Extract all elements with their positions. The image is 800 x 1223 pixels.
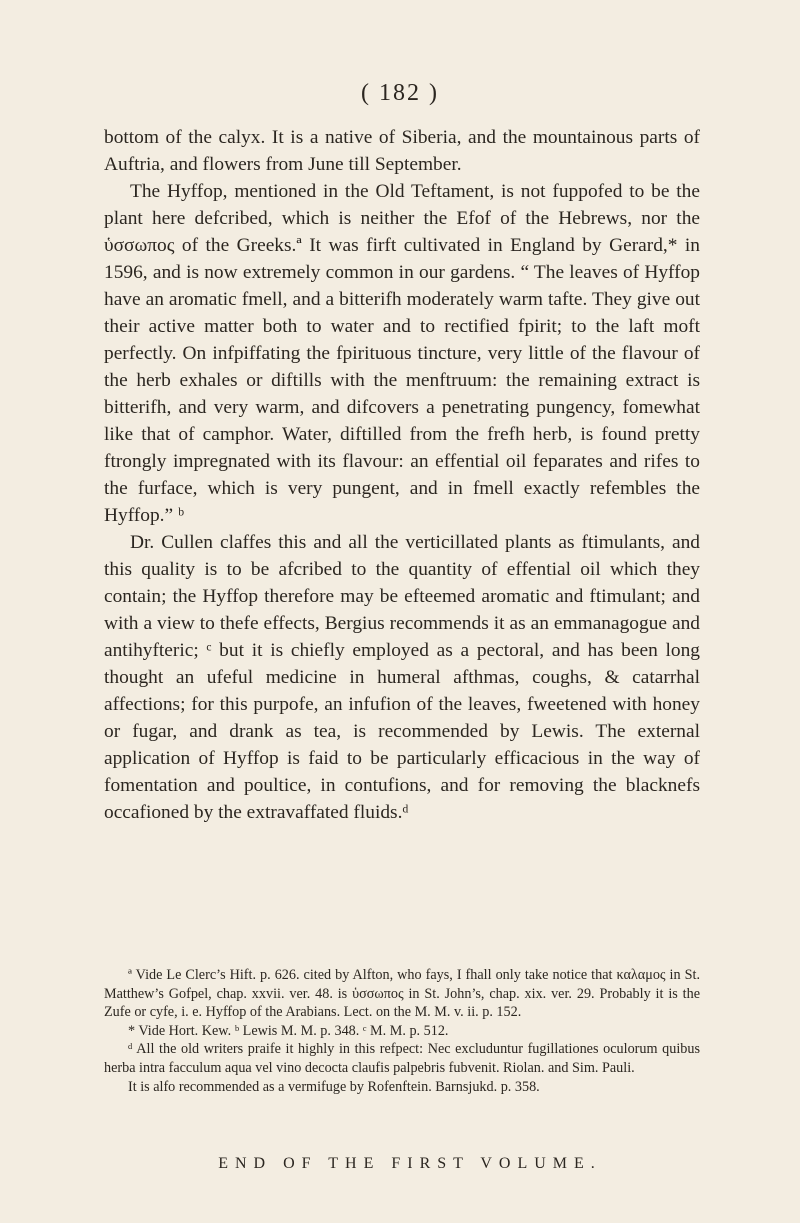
paragraph-1: bottom of the calyx. It is a native of Siberia, and the mountainous parts of Auftria, and flowers from June till September.	[104, 127, 700, 175]
page-number: ( 182 )	[361, 80, 439, 106]
footnote-vermifuge: It is alfo recommended as a vermifuge by Rofenftein. Barnsjukd. p. 358.	[128, 1078, 540, 1095]
main-text	[104, 124, 700, 826]
footnote-d: ᵈ All the old writers praife it highly in this refpect: Nec excluduntur fugillationes oculorum quibus herba intra facculum aqua vel vino decocta claufis palpebris fubvenit. Riolan. and Sim. Pauli.	[104, 1041, 700, 1076]
footnotes	[104, 966, 700, 1096]
paragraph-2: The Hyffop, mentioned in the Old Teftament, is not fuppofed to be the plant here defcribed, which is neither the Efof of the Hebrews, nor the ὑσσωπος of the Greeks.ª It was firft cultivated in England by Gerard,* in 1596, and is now extremely common in our gardens. “ The leaves of Hyffop have an aromatic fmell, and a bitterifh moderately warm tafte. They give out their active matter both to water and to rectified fpirit; to the laft moft perfectly. On infpiffating the fpirituous tincture, very little of the flavour of the herb exhales or diftills with the menftruum: the remaining extract is bitterifh, and very warm, and difcovers a penetrating pungency, fomewhat like that of camphor. Water, diftilled from the frefh herb, is found pretty ftrongly impregnated with its flavour: an effential oil feparates and rifes to the furface, which is very pungent, and in fmell exactly refembles the Hyffop.” ᵇ	[104, 181, 700, 526]
paragraph-3: Dr. Cullen claffes this and all the verticillated plants as ftimulants, and this quality is to be afcribed to the quantity of effential oil which they contain; the Hyffop therefore may be efteemed aromatic and ftimulant; and with a view to thefe effects, Bergius recommends it as an emmanagogue and antihyfteric; ᶜ but it is chiefly employed as a pectoral, and has been long thought an ufeful medicine in humeral afthmas, coughs, & catarrhal affections; for this purpofe, an infufion of the leaves, fweetened with honey or fugar, and drank as tea, is recommended by Lewis. The external application of Hyffop is faid to be particularly efficacious in the way of fomentation and poultice, in contufions, and for removing the blacknefs occafioned by the extravaffated fluids.ᵈ	[104, 532, 700, 823]
footnote-refs: * Vide Hort. Kew. ᵇ Lewis M. M. p. 348. ᶜ M. M. p. 512.	[128, 1022, 449, 1039]
footnote-a: ª Vide Le Clerc’s Hift. p. 626. cited by Alfton, who fays, I fhall only take notice that καλαμος in St. Matthew’s Gofpel, chap. xxvii. ver. 48. is ὑσσωπος in St. John’s, chap. xix. ver. 29. Probably it is the Zufe or cyfe, i. e. Hyffop of the Arabians. Lect. on the M. M. v. ii. p. 152.	[104, 967, 700, 1021]
end-of-volume: END OF THE FIRST VOLUME.	[218, 1155, 602, 1172]
